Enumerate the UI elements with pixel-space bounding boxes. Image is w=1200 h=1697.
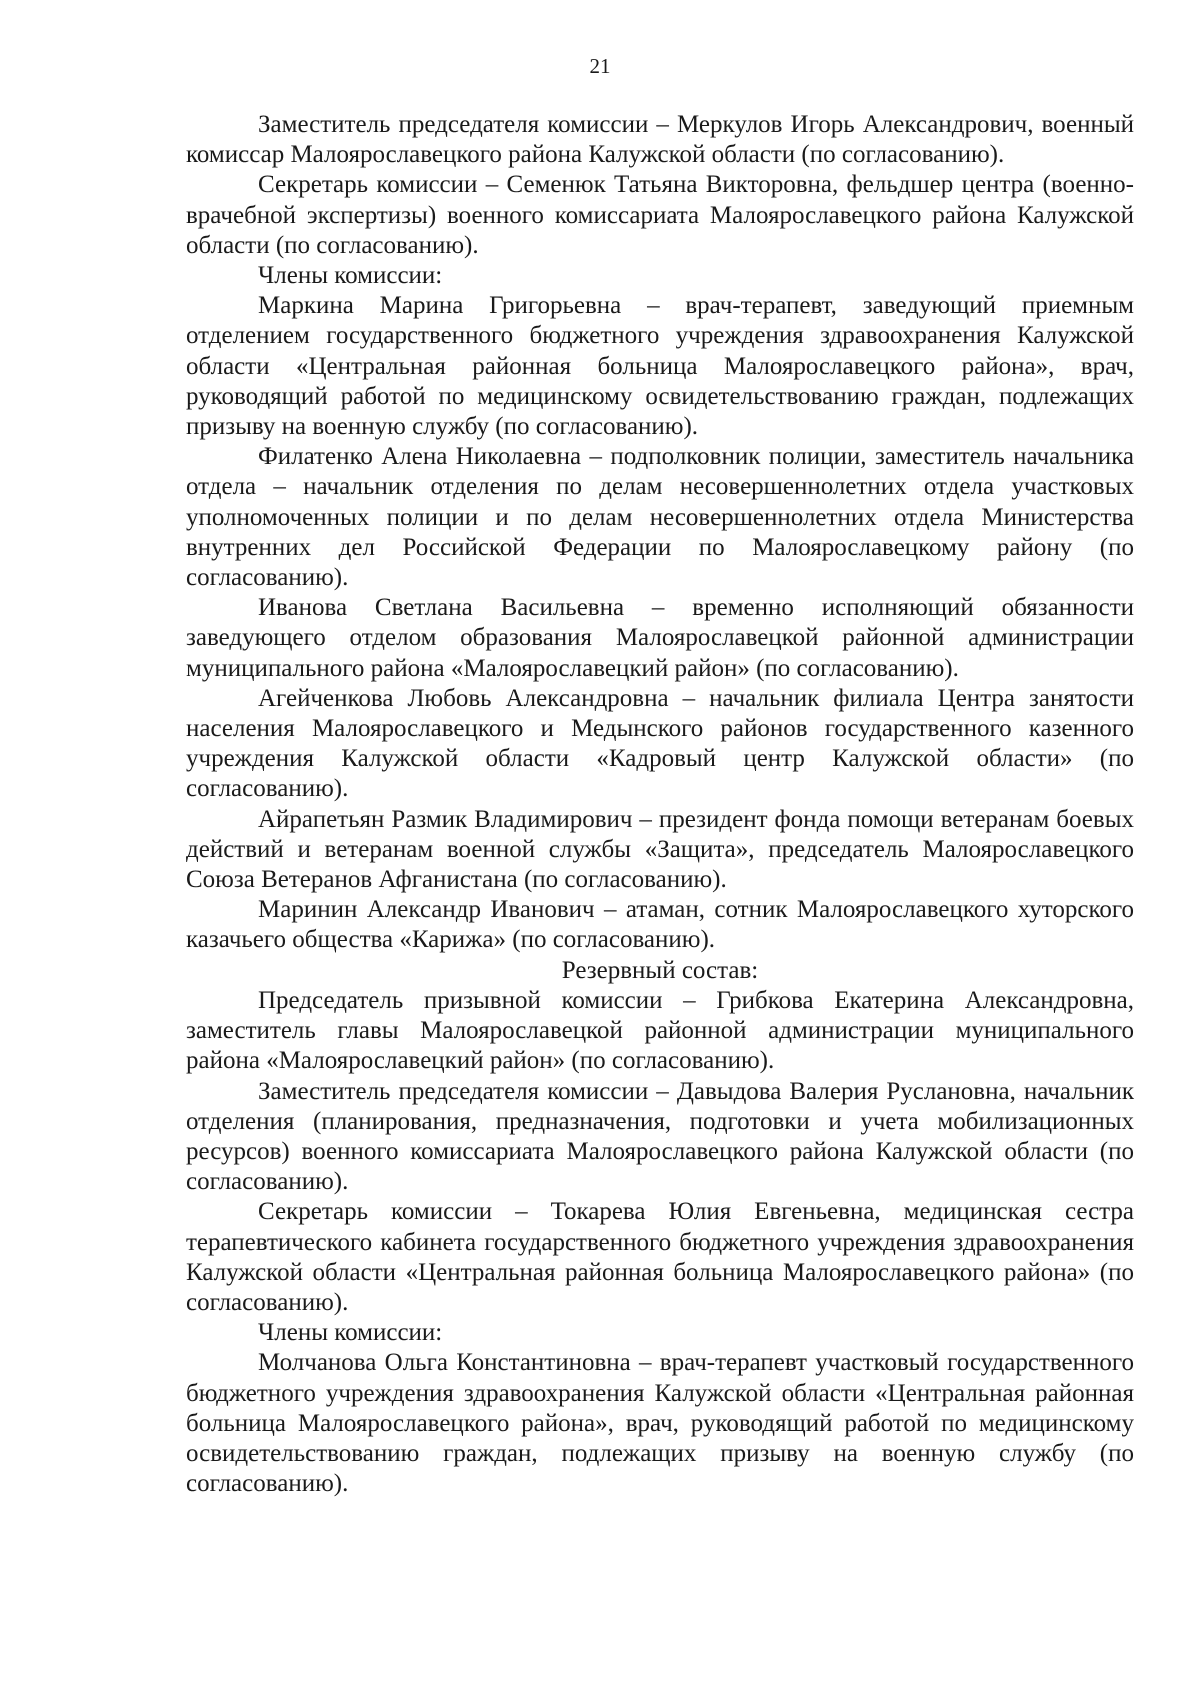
- section-heading-reserve: Резервный состав:: [561, 956, 759, 984]
- paragraph-member-ageychenkova: Агейченкова Любовь Александровна – начальник филиала Центра занятости населения Малоярославецкого и Медынского районов государственного казенного учреждения Калужской области «Кадровый центр Калужской области» (по согласованию).: [186, 684, 1134, 803]
- page-number: 21: [589, 54, 611, 78]
- paragraph-member-ivanova: Иванова Светлана Васильевна – временно исполняющий обязанности заведующего отделом образования Малоярославецкой районной администрации муниципального района «Малоярославецкий район» (по согласованию).: [186, 594, 1134, 682]
- document-body: [186, 110, 1134, 1499]
- paragraph-reserve-chairman: Председатель призывной комиссии – Грибкова Екатерина Александровна, заместитель главы Малоярославецкой районной администрации муниципального района «Малоярославецкий район» (по согласованию).: [186, 986, 1134, 1075]
- paragraph-secretary: Секретарь комиссии – Семенюк Татьяна Викторовна, фельдшер центра (военно-врачебной экспертизы) военного комиссариата Малоярославецкого района Калужской области (по согласованию).: [186, 171, 1134, 259]
- paragraph-members-heading: Члены комиссии:: [258, 262, 443, 290]
- paragraph-member-filatenko: Филатенко Алена Николаевна – подполковник полиции, заместитель начальника отдела – начальник отделения по делам несовершеннолетних отдела участковых уполномоченных полиции и по делам несовершеннолетних отдела Министерства внутренних дел Российской Федерации по Малоярославецкому району (по согласованию).: [186, 443, 1134, 592]
- paragraph-reserve-secretary: Секретарь комиссии – Токарева Юлия Евгеньевна, медицинская сестра терапевтического кабинета государственного бюджетного учреждения здравоохранения Калужской области «Центральная районная больница Малоярославецкого района» (по согласованию).: [186, 1198, 1134, 1316]
- paragraph-member-marinin: Маринин Александр Иванович – атаман, сотник Малоярославецкого хуторского казачьего общества «Карижа» (по согласованию).: [186, 896, 1134, 954]
- paragraph-reserve-deputy-chairman: Заместитель председателя комиссии – Давыдова Валерия Руслановна, начальник отделения (планирования, предназначения, подготовки и учета мобилизационных ресурсов) военного комиссариата Малоярославецкого района Калужской области (по согласованию).: [186, 1077, 1134, 1196]
- paragraph-reserve-members-heading: Члены комиссии:: [258, 1319, 443, 1347]
- paragraph-member-ayrapetyan: Айрапетьян Размик Владимирович – президент фонда помощи ветеранам боевых действий и ветеранам военной службы «Защита», председатель Малоярославецкого Союза Ветеранов Афганистана (по согласованию).: [186, 805, 1134, 894]
- paragraph-member-markina: Маркина Марина Григорьевна – врач-терапевт, заведующий приемным отделением государственного бюджетного учреждения здравоохранения Калужской области «Центральная районная больница Малоярославецкого района», врач, руководящий работой по медицинскому освидетельствованию граждан, подлежащих призыву на военную службу (по согласованию).: [186, 292, 1134, 441]
- paragraph-reserve-member-molchanova: Молчанова Ольга Константиновна – врач-терапевт участковый государственного бюджетного учреждения здравоохранения Калужской области «Центральная районная больница Малоярославецкого района», врач, руководящий работой по медицинскому освидетельствованию граждан, подлежащих призыву на военную службу (по согласованию).: [186, 1349, 1134, 1498]
- paragraph-deputy-chairman: Заместитель председателя комиссии – Меркулов Игорь Александрович, военный комиссар Малоярославецкого района Калужской области (по согласованию).: [186, 111, 1134, 169]
